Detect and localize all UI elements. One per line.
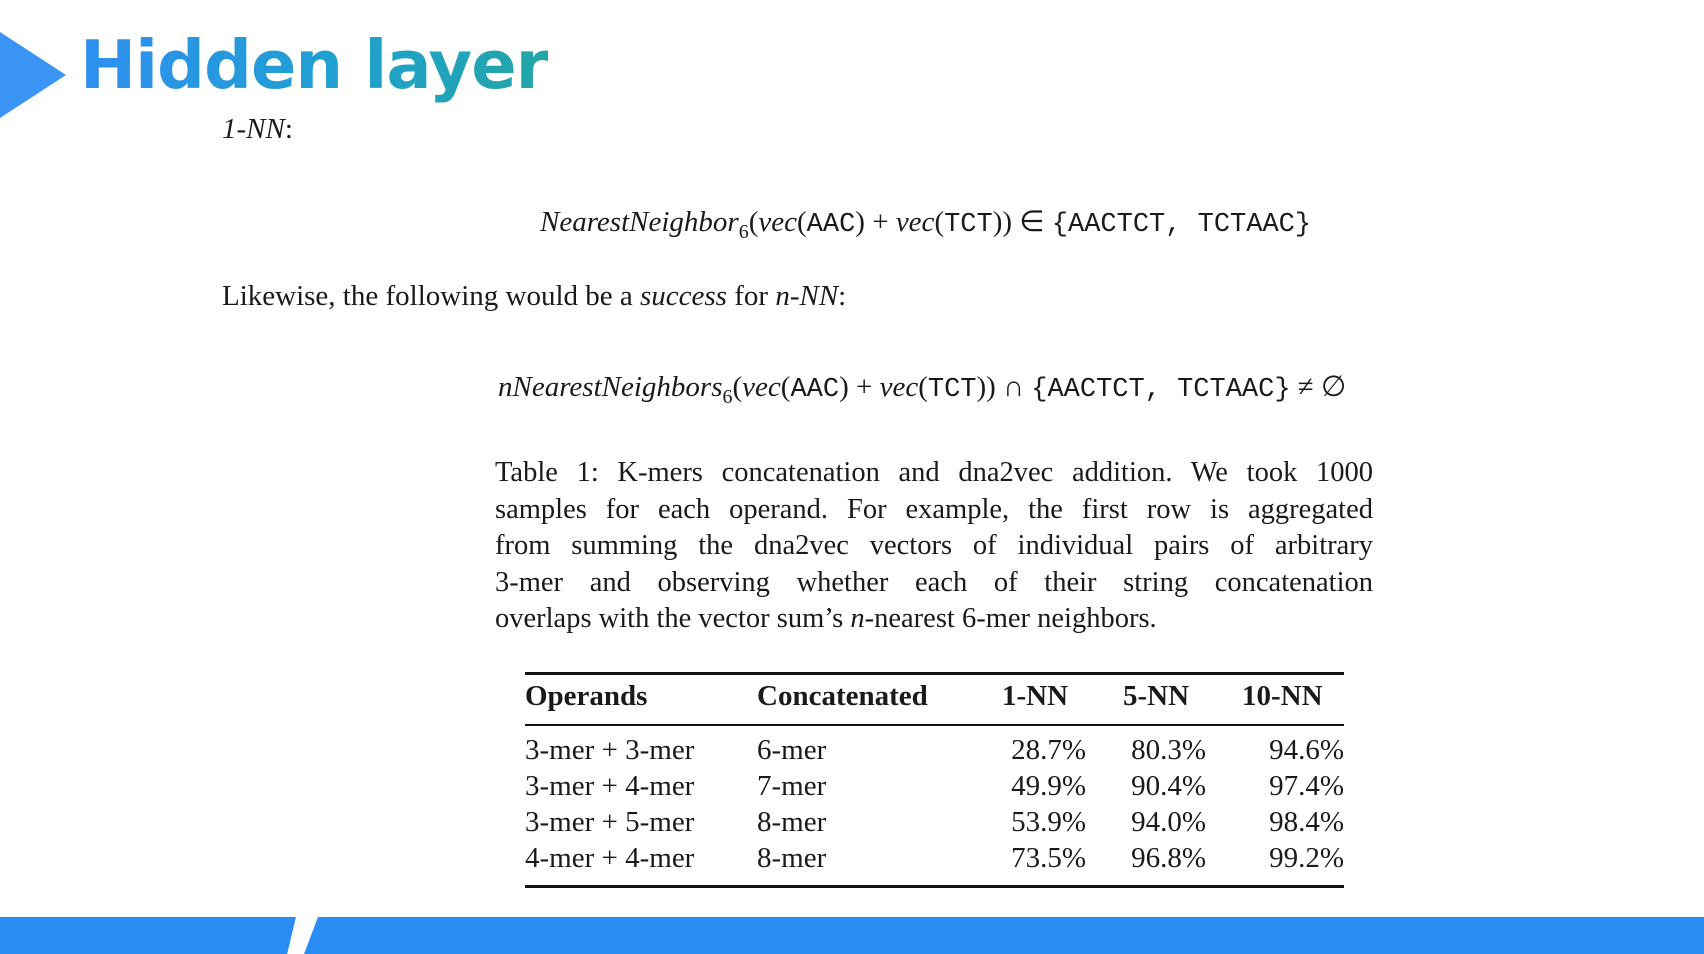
header-10nn: 10-NN bbox=[1242, 680, 1323, 712]
caption-last-em: n bbox=[850, 603, 865, 634]
cell-concatenated: 8-mer bbox=[757, 806, 827, 838]
equation-nearest-neighbor: NearestNeighbor$_6$(vec(AAC) + vec(TCT)) ∈ {AACTCT, TCTAAC} bbox=[540, 206, 1312, 243]
caption-last-after: -nearest 6-mer neighbors. bbox=[864, 603, 1157, 634]
success-line-after: : bbox=[838, 280, 847, 312]
success-line-before: Likewise, the following would be a bbox=[222, 280, 640, 312]
cell-operands: 4-mer + 4-mer bbox=[525, 842, 695, 874]
equation-n-nearest-neighbors: nNearestNeighbors$_6$(vec(AAC) + vec(TCT)) ∩ {AACTCT, TCTAAC} ≠ ∅ bbox=[498, 371, 1347, 408]
caption-line: samples for each operand. For example, the first row is aggregated bbox=[495, 493, 1373, 525]
eq1-relation: ∈ bbox=[1012, 206, 1052, 238]
eq1-vec-2: vec bbox=[895, 206, 935, 238]
caption-line-last bbox=[495, 601, 1373, 638]
header-operands: Operands bbox=[525, 680, 648, 712]
cell-1nn: 28.7% bbox=[1011, 734, 1086, 766]
eq2-subscript: 6 bbox=[722, 385, 733, 408]
header-1nn: 1-NN bbox=[1002, 680, 1069, 712]
eq1-subscript: 6 bbox=[738, 220, 749, 243]
eq2-tail: ≠ ∅ bbox=[1290, 371, 1347, 403]
eq1-arg1: AAC bbox=[806, 210, 856, 240]
intro-label bbox=[222, 113, 293, 146]
cell-10nn: 99.2% bbox=[1269, 842, 1344, 874]
intro-label-italic: 1-NN bbox=[222, 113, 285, 145]
table-row bbox=[525, 842, 1344, 878]
cell-1nn: 49.9% bbox=[1011, 770, 1086, 802]
cell-concatenated: 8-mer bbox=[757, 842, 827, 874]
footer-bar-right bbox=[304, 917, 1704, 954]
slide-header bbox=[0, 0, 600, 120]
table-row bbox=[525, 806, 1344, 842]
table-row bbox=[525, 770, 1344, 806]
cell-10nn: 98.4% bbox=[1269, 806, 1344, 838]
table-mid-rule bbox=[525, 724, 1344, 726]
caption-last-before: overlaps with the vector sum’s bbox=[495, 603, 851, 634]
eq1-function: NearestNeighbor bbox=[540, 206, 739, 238]
cell-5nn: 96.8% bbox=[1131, 842, 1206, 874]
eq2-arg2: TCT bbox=[927, 375, 977, 405]
eq1-set: {AACTCT, TCTAAC} bbox=[1051, 210, 1312, 240]
table-bottom-rule bbox=[525, 885, 1344, 888]
eq1-arg2: TCT bbox=[944, 210, 993, 240]
table-caption bbox=[495, 455, 1373, 638]
cell-operands: 3-mer + 4-mer bbox=[525, 770, 695, 802]
header-5nn: 5-NN bbox=[1123, 680, 1190, 712]
caption-line: from summing the dna2vec vectors of individual pairs of arbitrary bbox=[495, 530, 1373, 561]
footer-bar-left bbox=[0, 917, 296, 954]
table-row bbox=[525, 734, 1344, 770]
eq2-set: {AACTCT, TCTAAC} bbox=[1031, 375, 1291, 405]
eq2-function: nNearestNeighbors bbox=[498, 371, 723, 403]
cell-operands: 3-mer + 5-mer bbox=[525, 806, 695, 838]
success-line-em: success bbox=[640, 280, 727, 312]
eq1-vec: vec bbox=[758, 206, 797, 238]
success-line-middle: for bbox=[726, 280, 776, 312]
play-arrow-icon bbox=[0, 32, 66, 118]
eq1-plus: + bbox=[864, 206, 896, 238]
slide-title: Hidden layer bbox=[80, 22, 548, 108]
eq2-vec-2: vec bbox=[879, 371, 919, 403]
cell-5nn: 80.3% bbox=[1131, 734, 1206, 766]
caption-line: Table 1: K-mers concatenation and dna2vec addition. We took 1000 bbox=[495, 457, 1373, 488]
cell-10nn: 97.4% bbox=[1269, 770, 1344, 802]
header-concatenated: Concatenated bbox=[757, 680, 928, 712]
cell-concatenated: 7-mer bbox=[757, 770, 827, 802]
table-top-rule bbox=[525, 672, 1344, 675]
eq2-plus: + bbox=[848, 371, 880, 403]
cell-operands: 3-mer + 3-mer bbox=[525, 734, 695, 766]
cell-5nn: 90.4% bbox=[1131, 770, 1206, 802]
cell-concatenated: 6-mer bbox=[757, 734, 827, 766]
success-line-em2: n-NN bbox=[775, 280, 839, 312]
eq2-arg1: AAC bbox=[790, 375, 840, 405]
eq2-vec: vec bbox=[742, 371, 781, 403]
cell-10nn: 94.6% bbox=[1269, 734, 1344, 766]
success-line bbox=[222, 280, 846, 313]
caption-line: 3-mer and observing whether each of their string concatenation bbox=[495, 566, 1373, 598]
eq2-relation: ∩ bbox=[995, 371, 1032, 403]
eq1-paren: ( bbox=[748, 206, 759, 238]
cell-1nn: 53.9% bbox=[1011, 806, 1086, 838]
cell-1nn: 73.5% bbox=[1011, 842, 1086, 874]
intro-label-suffix: : bbox=[284, 113, 293, 145]
eq1-close: )) bbox=[992, 206, 1013, 238]
cell-5nn: 94.0% bbox=[1131, 806, 1206, 838]
eq2-close: )) bbox=[976, 371, 996, 403]
